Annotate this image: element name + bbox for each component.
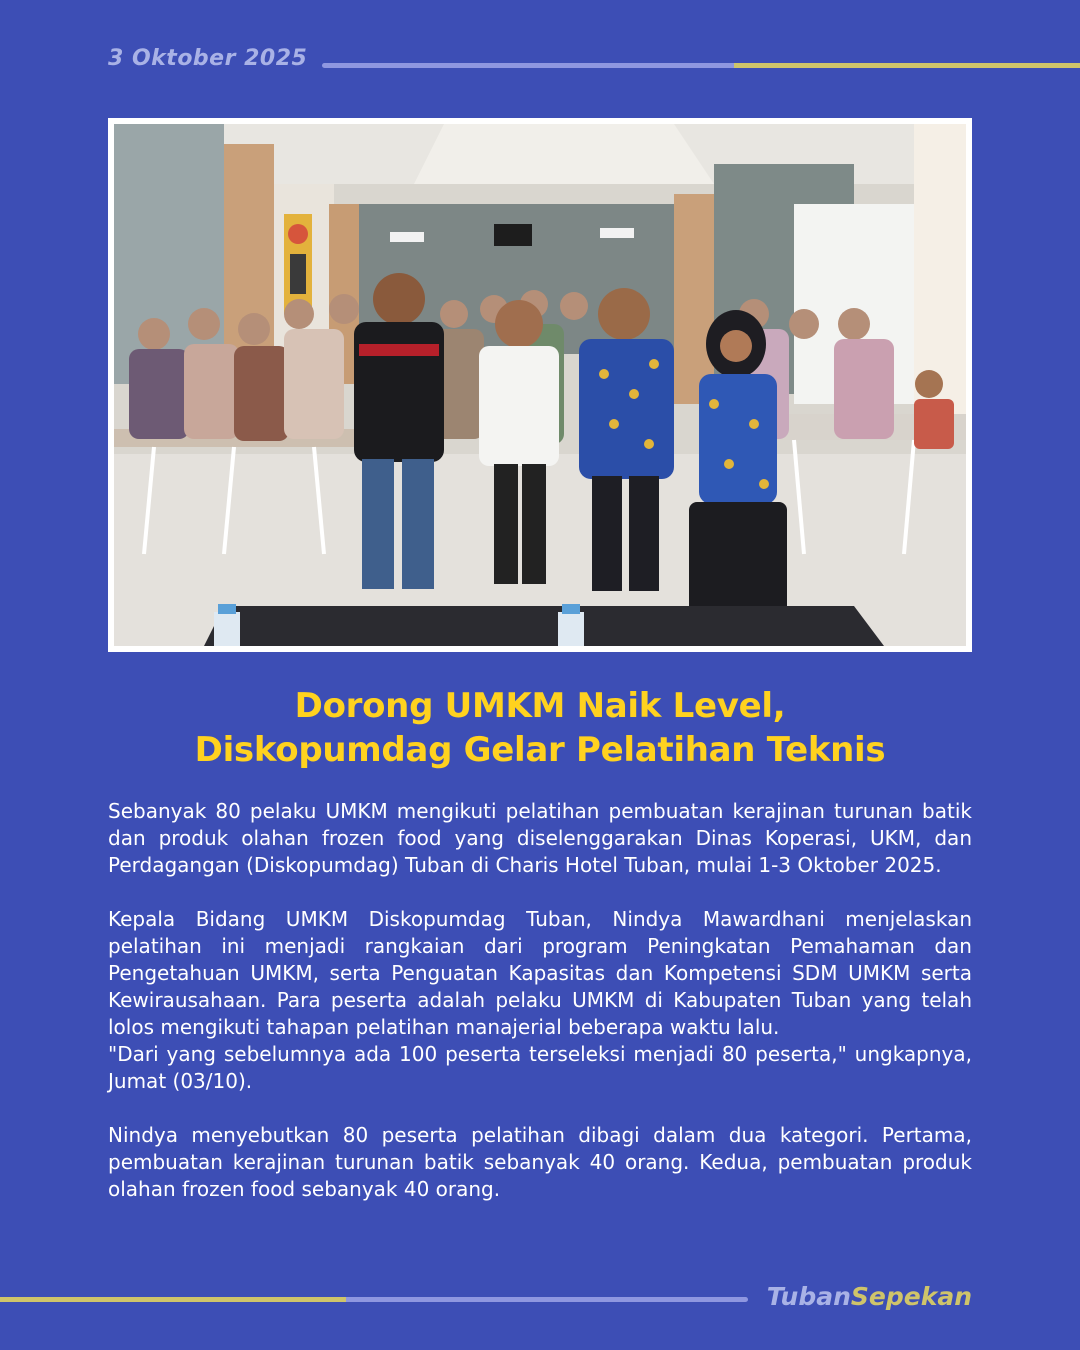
header-divider-gold bbox=[734, 63, 1080, 68]
article-paragraph-3: "Dari yang sebelumnya ada 100 peserta terseleksi menjadi 80 peserta," ungkapnya, Jumat (03/10). bbox=[108, 1042, 972, 1093]
article-headline bbox=[60, 684, 1020, 772]
brand-name-part-1: Tuban bbox=[766, 1282, 851, 1311]
footer-divider-lavender bbox=[346, 1297, 748, 1302]
footer-divider-gold bbox=[0, 1297, 346, 1302]
publish-date: 3 Oktober 2025 bbox=[108, 46, 308, 71]
article-paragraph-4: Nindya menyebutkan 80 peserta pelatihan dibagi dalam dua kategori. Pertama, pembuatan kerajinan turunan batik sebanyak 40 orang. Kedua, pembuatan produk olahan frozen food sebanyak 40 orang. bbox=[108, 1123, 972, 1201]
header-divider-lavender bbox=[322, 63, 734, 68]
headline-line-1: Dorong UMKM Naik Level, bbox=[294, 686, 786, 726]
article-body bbox=[108, 798, 972, 1230]
article-paragraph-2: Kepala Bidang UMKM Diskopumdag Tuban, Nindya Mawardhani menjelaskan pelatihan ini menjadi rangkaian dari program Peningkatan Pemahaman dan Pengetahuan UMKM, serta Penguatan Kapasitas dan Kompetensi SDM UMKM serta Kewirausahaan. Para peserta adalah pelaku UMKM di Kabupaten Tuban yang telah lolos mengikuti tahapan pelatihan manajerial beberapa waktu lalu. bbox=[108, 907, 972, 1039]
article-paragraph-1: Sebanyak 80 pelaku UMKM mengikuti pelatihan pembuatan kerajinan turunan batik dan produk olahan frozen food yang diselenggarakan Dinas Koperasi, UKM, dan Perdagangan (Diskopumdag) Tuban di Charis Hotel Tuban, mulai 1-3 Oktober 2025. bbox=[108, 799, 972, 877]
brand-name-part-2: Sepekan bbox=[850, 1282, 972, 1311]
brand-logo bbox=[767, 1282, 972, 1311]
news-photo bbox=[108, 118, 972, 652]
headline-line-2: Diskopumdag Gelar Pelatihan Teknis bbox=[194, 730, 886, 770]
group-photo-illustration bbox=[114, 124, 966, 646]
